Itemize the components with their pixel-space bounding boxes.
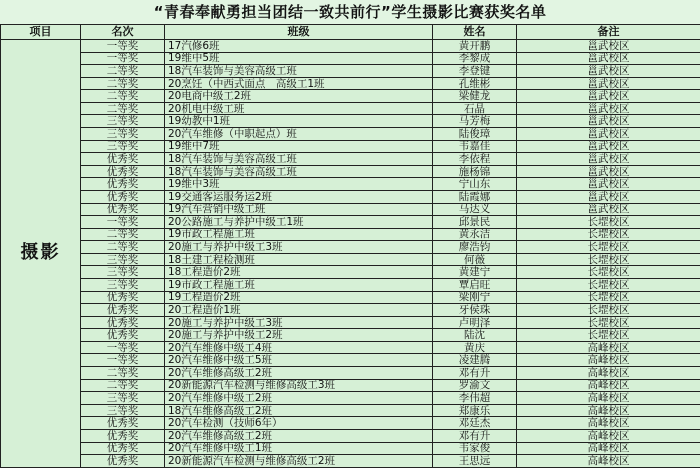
rank-cell: 二等奖 xyxy=(81,90,165,103)
table-row xyxy=(1,392,700,405)
table-row xyxy=(1,77,700,90)
table-row xyxy=(1,379,700,392)
note-cell: 邕武校区 xyxy=(517,128,700,141)
name-cell: 李依程 xyxy=(433,153,517,166)
class-cell: 20汽车维修（中职起点）班 xyxy=(165,128,433,141)
table-row xyxy=(1,341,700,354)
note-cell: 邕武校区 xyxy=(517,178,700,191)
note-cell: 长堽校区 xyxy=(517,241,700,254)
note-cell: 高峰校区 xyxy=(517,455,700,468)
class-cell: 20施工与养护中级工3班 xyxy=(165,316,433,329)
note-cell: 邕武校区 xyxy=(517,190,700,203)
name-cell: 黄永洁 xyxy=(433,228,517,241)
rank-cell: 优秀奖 xyxy=(81,417,165,430)
name-cell: 邱景民 xyxy=(433,216,517,229)
note-cell: 高峰校区 xyxy=(517,354,700,367)
class-cell: 19维中7班 xyxy=(165,140,433,153)
name-cell: 韦家俊 xyxy=(433,442,517,455)
table-row xyxy=(1,316,700,329)
note-cell: 长堽校区 xyxy=(517,278,700,291)
note-cell: 邕武校区 xyxy=(517,65,700,78)
note-cell: 高峰校区 xyxy=(517,429,700,442)
note-cell: 长堽校区 xyxy=(517,304,700,317)
header-row xyxy=(1,25,700,40)
note-cell: 高峰校区 xyxy=(517,341,700,354)
rank-cell: 一等奖 xyxy=(81,354,165,367)
rank-cell: 优秀奖 xyxy=(81,165,165,178)
note-cell: 长堽校区 xyxy=(517,316,700,329)
name-cell: 凌建腾 xyxy=(433,354,517,367)
note-cell: 长堽校区 xyxy=(517,291,700,304)
award-table xyxy=(0,24,700,468)
note-cell: 高峰校区 xyxy=(517,417,700,430)
table-row xyxy=(1,304,700,317)
table-row xyxy=(1,65,700,78)
table-row xyxy=(1,442,700,455)
table-row xyxy=(1,128,700,141)
table-row xyxy=(1,90,700,103)
class-cell: 20汽车维修高级工2班 xyxy=(165,429,433,442)
note-cell: 邕武校区 xyxy=(517,165,700,178)
name-cell: 罗渝文 xyxy=(433,379,517,392)
page-title: “青春奉献勇担当团结一致共前行”学生摄影比赛获奖名单 xyxy=(0,0,700,24)
name-cell: 牙侯珠 xyxy=(433,304,517,317)
rank-cell: 三等奖 xyxy=(81,392,165,405)
rank-cell: 二等奖 xyxy=(81,65,165,78)
rank-cell: 二等奖 xyxy=(81,379,165,392)
rank-cell: 优秀奖 xyxy=(81,455,165,468)
name-cell: 陆霞娜 xyxy=(433,190,517,203)
note-cell: 长堽校区 xyxy=(517,329,700,342)
note-cell: 邕武校区 xyxy=(517,102,700,115)
class-cell: 20新能源汽车检测与维修高级工2班 xyxy=(165,455,433,468)
table-row xyxy=(1,203,700,216)
rank-cell: 二等奖 xyxy=(81,77,165,90)
note-cell: 高峰校区 xyxy=(517,392,700,405)
table-row xyxy=(1,266,700,279)
rank-cell: 三等奖 xyxy=(81,253,165,266)
table-row xyxy=(1,190,700,203)
name-cell: 何薇 xyxy=(433,253,517,266)
table-row xyxy=(1,253,700,266)
header-class: 班级 xyxy=(165,25,433,40)
note-cell: 高峰校区 xyxy=(517,404,700,417)
table-row xyxy=(1,115,700,128)
class-cell: 20汽车维修中级工1班 xyxy=(165,442,433,455)
note-cell: 邕武校区 xyxy=(517,153,700,166)
category-cell: 摄影 xyxy=(1,40,81,468)
table-row xyxy=(1,429,700,442)
rank-cell: 一等奖 xyxy=(81,216,165,229)
class-cell: 19幼教中1班 xyxy=(165,115,433,128)
note-cell: 邕武校区 xyxy=(517,40,700,53)
name-cell: 邓有升 xyxy=(433,367,517,380)
note-cell: 长堽校区 xyxy=(517,228,700,241)
table-row xyxy=(1,102,700,115)
rank-cell: 二等奖 xyxy=(81,241,165,254)
rank-cell: 三等奖 xyxy=(81,128,165,141)
note-cell: 邕武校区 xyxy=(517,52,700,65)
class-cell: 18汽车维修高级工2班 xyxy=(165,404,433,417)
class-cell: 20施工与养护中级工2班 xyxy=(165,329,433,342)
class-cell: 19维中3班 xyxy=(165,178,433,191)
rank-cell: 优秀奖 xyxy=(81,153,165,166)
rank-cell: 三等奖 xyxy=(81,140,165,153)
name-cell: 陆俊璋 xyxy=(433,128,517,141)
rank-cell: 优秀奖 xyxy=(81,304,165,317)
table-row xyxy=(1,354,700,367)
name-cell: 梁刚宁 xyxy=(433,291,517,304)
name-cell: 覃启旺 xyxy=(433,278,517,291)
header-name: 姓名 xyxy=(433,25,517,40)
note-cell: 邕武校区 xyxy=(517,77,700,90)
name-cell: 石晶 xyxy=(433,102,517,115)
class-cell: 20机电中级工班 xyxy=(165,102,433,115)
note-cell: 长堽校区 xyxy=(517,216,700,229)
name-cell: 陆沈 xyxy=(433,329,517,342)
rank-cell: 二等奖 xyxy=(81,228,165,241)
class-cell: 19交通客运服务运2班 xyxy=(165,190,433,203)
table-row xyxy=(1,153,700,166)
table-row xyxy=(1,241,700,254)
name-cell: 黄开鹏 xyxy=(433,40,517,53)
rank-cell: 优秀奖 xyxy=(81,316,165,329)
class-cell: 20新能源汽车检测与维修高级工3班 xyxy=(165,379,433,392)
table-row xyxy=(1,417,700,430)
table-row xyxy=(1,228,700,241)
rank-cell: 三等奖 xyxy=(81,404,165,417)
name-cell: 卢明泽 xyxy=(433,316,517,329)
class-cell: 20工程造价1班 xyxy=(165,304,433,317)
name-cell: 黄庆 xyxy=(433,341,517,354)
class-cell: 17汽修6班 xyxy=(165,40,433,53)
table-row xyxy=(1,40,700,53)
note-cell: 高峰校区 xyxy=(517,442,700,455)
note-cell: 邕武校区 xyxy=(517,90,700,103)
table-row xyxy=(1,140,700,153)
name-cell: 李伟超 xyxy=(433,392,517,405)
table-row xyxy=(1,291,700,304)
name-cell: 李黎成 xyxy=(433,52,517,65)
class-cell: 18汽车装饰与美容高级工班 xyxy=(165,153,433,166)
class-cell: 20烹饪（中西式面点 高级工1班 xyxy=(165,77,433,90)
class-cell: 20汽车维修高级工2班 xyxy=(165,367,433,380)
table-row xyxy=(1,455,700,468)
name-cell: 马达义 xyxy=(433,203,517,216)
class-cell: 19工程造价2班 xyxy=(165,291,433,304)
table-row xyxy=(1,52,700,65)
rank-cell: 一等奖 xyxy=(81,40,165,53)
name-cell: 王思远 xyxy=(433,455,517,468)
note-cell: 邕武校区 xyxy=(517,203,700,216)
rank-cell: 一等奖 xyxy=(81,52,165,65)
name-cell: 李登键 xyxy=(433,65,517,78)
table-row xyxy=(1,178,700,191)
class-cell: 20施工与养护中级工3班 xyxy=(165,241,433,254)
class-cell: 20汽车维修中级工2班 xyxy=(165,392,433,405)
rank-cell: 三等奖 xyxy=(81,115,165,128)
class-cell: 18汽车装饰与美容高级工班 xyxy=(165,65,433,78)
class-cell: 19市政工程施工班 xyxy=(165,228,433,241)
class-cell: 20汽车维修中级工5班 xyxy=(165,354,433,367)
name-cell: 梁健龙 xyxy=(433,90,517,103)
name-cell: 邓廷杰 xyxy=(433,417,517,430)
rank-cell: 三等奖 xyxy=(81,266,165,279)
rank-cell: 二等奖 xyxy=(81,102,165,115)
rank-cell: 优秀奖 xyxy=(81,442,165,455)
rank-cell: 二等奖 xyxy=(81,367,165,380)
table-body xyxy=(1,40,700,468)
rank-cell: 优秀奖 xyxy=(81,329,165,342)
table-row xyxy=(1,165,700,178)
class-cell: 20汽车检测（技师6年） xyxy=(165,417,433,430)
rank-cell: 优秀奖 xyxy=(81,291,165,304)
class-cell: 18土建工程检测班 xyxy=(165,253,433,266)
name-cell: 宁山东 xyxy=(433,178,517,191)
class-cell: 19市政工程施工班 xyxy=(165,278,433,291)
name-cell: 马芳梅 xyxy=(433,115,517,128)
name-cell: 施杨锦 xyxy=(433,165,517,178)
name-cell: 黄建宁 xyxy=(433,266,517,279)
note-cell: 高峰校区 xyxy=(517,379,700,392)
note-cell: 长堽校区 xyxy=(517,253,700,266)
table-row xyxy=(1,278,700,291)
class-cell: 18工程造价2班 xyxy=(165,266,433,279)
note-cell: 邕武校区 xyxy=(517,140,700,153)
rank-cell: 三等奖 xyxy=(81,278,165,291)
rank-cell: 一等奖 xyxy=(81,341,165,354)
name-cell: 廖浩钧 xyxy=(433,241,517,254)
class-cell: 19维中5班 xyxy=(165,52,433,65)
class-cell: 19汽车营销中级工班 xyxy=(165,203,433,216)
table-row xyxy=(1,216,700,229)
table-row xyxy=(1,367,700,380)
class-cell: 20公路施工与养护中级工1班 xyxy=(165,216,433,229)
name-cell: 邓有升 xyxy=(433,429,517,442)
class-cell: 18汽车装饰与美容高级工班 xyxy=(165,165,433,178)
header-rank: 名次 xyxy=(81,25,165,40)
note-cell: 长堽校区 xyxy=(517,266,700,279)
rank-cell: 优秀奖 xyxy=(81,429,165,442)
note-cell: 高峰校区 xyxy=(517,367,700,380)
note-cell: 邕武校区 xyxy=(517,115,700,128)
rank-cell: 优秀奖 xyxy=(81,190,165,203)
name-cell: 韦嘉佳 xyxy=(433,140,517,153)
name-cell: 郑康乐 xyxy=(433,404,517,417)
header-category: 项目 xyxy=(1,25,81,40)
rank-cell: 优秀奖 xyxy=(81,178,165,191)
name-cell: 孔维彬 xyxy=(433,77,517,90)
header-note: 备注 xyxy=(517,25,700,40)
class-cell: 20汽车维修中级工4班 xyxy=(165,341,433,354)
class-cell: 20电商中级工2班 xyxy=(165,90,433,103)
rank-cell: 优秀奖 xyxy=(81,203,165,216)
table-row xyxy=(1,329,700,342)
table-row xyxy=(1,404,700,417)
